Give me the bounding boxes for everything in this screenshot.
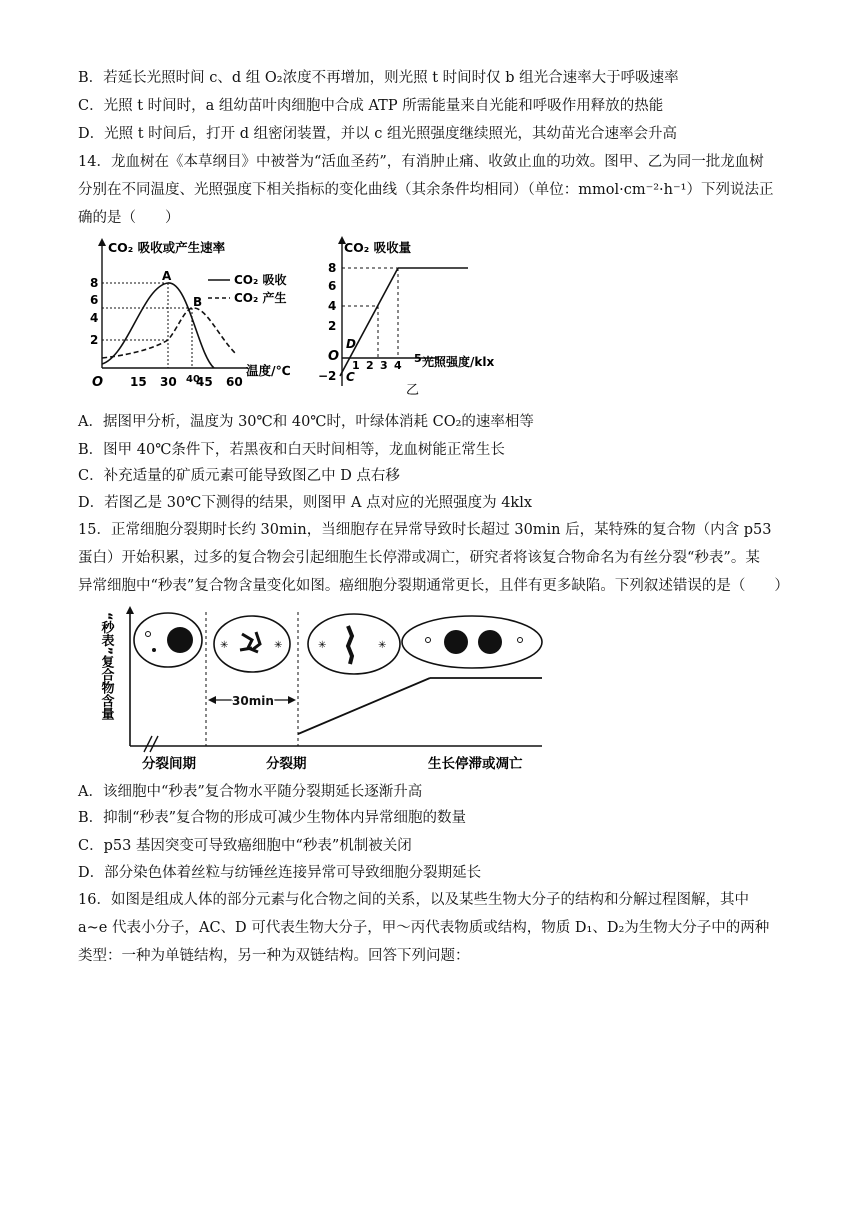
fig15-30min-label: 30min <box>232 694 274 708</box>
q14-option-c: C．补充适量的矿质元素可能导致图乙中 D 点右移 <box>78 468 400 484</box>
jia-xtick-15: 15 <box>130 375 147 389</box>
q15-option-c: C．p53 基因突变可导致癌细胞中“秒表”机制被关闭 <box>78 838 412 854</box>
q14-option-b: B．图甲 40℃条件下，若黑夜和白天时间相等，龙血树能正常生长 <box>78 442 505 458</box>
yi-y-label: CO₂ 吸收量 <box>344 240 412 255</box>
yi-xtick-2: 2 <box>366 359 374 372</box>
fig15-aster-left-2: ✳ <box>220 640 229 651</box>
q15-option-a: A．该细胞中“秒表”复合物水平随分裂期延长逐渐升高 <box>78 784 423 800</box>
yi-x-label: 光照强度/klx <box>422 355 495 369</box>
fig15-dot-1 <box>152 648 156 652</box>
jia-y-label: CO₂ 吸收或产生速率 <box>108 240 226 255</box>
figure-yi <box>318 236 518 400</box>
jia-xtick-60: 60 <box>226 375 243 389</box>
yi-ytick-6: 6 <box>328 279 337 293</box>
q16-stem-line1: 16．如图是组成人体的部分元素与化合物之间的关系，以及某些生物大分子的结构和分解过程图解，其中 <box>78 892 749 908</box>
jia-xtick-30: 30 <box>160 375 177 389</box>
jia-xtick-45: 45 <box>196 375 213 389</box>
jia-legend-absorb: CO₂ 吸收 <box>234 273 287 287</box>
yi-ytick-neg2: −2 <box>318 369 337 383</box>
yi-xtick-3: 3 <box>380 359 388 372</box>
fig15-phase-interphase: 分裂间期 <box>142 756 196 772</box>
yi-xtick-5: 5 <box>414 352 422 365</box>
fig15-chromosomes-2 <box>240 632 260 652</box>
q14-stem-line2: 分别在不同温度、光照强度下相关指标的变化曲线（其余条件均相同）（单位：mmol·cm⁻²·h⁻¹）下列说法正 <box>78 182 774 198</box>
yi-xtick-1: 1 <box>352 359 360 372</box>
jia-series-produce <box>102 308 236 358</box>
q14-option-a: A．据图甲分析，温度为 30℃和 40℃时，叶绿体消耗 CO₂的速率相等 <box>78 414 534 430</box>
fig15-aster-right-3: ✳ <box>378 640 387 651</box>
fig15-phase-arrest: 生长停滞或凋亡 <box>428 756 523 772</box>
q14-stem-line1: 14．龙血树在《本草纲目》中被誉为“活血圣药”，有消肿止痛、收敛止血的功效。图甲、乙为同一批龙血树 <box>78 154 764 170</box>
q14-stem-line3: 确的是（ ） <box>78 210 180 226</box>
jia-x-label: 温度/℃ <box>246 363 291 378</box>
fig15-series-rise <box>298 678 430 734</box>
fig15-centriole-4b <box>518 638 523 643</box>
yi-xtick-4: 4 <box>394 359 402 372</box>
fig15-aster-right-2: ✳ <box>274 640 283 651</box>
jia-origin: O <box>92 375 104 390</box>
fig15-phase-mitosis: 分裂期 <box>266 756 307 772</box>
jia-legend-produce: CO₂ 产生 <box>234 291 287 305</box>
fig15-nucleus-1 <box>167 627 193 653</box>
figure-15 <box>92 604 552 774</box>
q16-stem-line2: a~e 代表小分子，AC、D 可代表生物大分子，甲～丙代表物质或结构，物质 D₁、D₂为生物大分子中的两种 <box>78 920 770 936</box>
yi-point-c: C <box>346 370 355 384</box>
jia-xtick-40: 40 <box>186 374 200 385</box>
fig15-y-arrow <box>126 606 134 614</box>
yi-point-d: D <box>346 337 356 351</box>
q13-option-d: D．光照 t 时间后，打开 d 组密闭装置，并以 c 组光照强度继续照光，其幼苗光合速率会升高 <box>78 126 678 142</box>
q16-stem-line3: 类型：一种为单链结构，另一种为双链结构。回答下列问题： <box>78 948 470 964</box>
yi-ytick-2: 2 <box>328 319 337 333</box>
jia-ytick-2: 2 <box>90 333 99 347</box>
fig15-arrow-right <box>288 696 296 704</box>
fig15-aster-left-3: ✳ <box>318 640 327 651</box>
fig15-chromosomes-3 <box>348 626 352 664</box>
jia-ytick-6: 6 <box>90 293 99 307</box>
jia-y-arrow <box>98 238 106 246</box>
q15-option-b: B．抑制“秒表”复合物的形成可减少生物体内异常细胞的数量 <box>78 810 466 826</box>
fig15-nucleus-4b <box>478 630 502 654</box>
yi-caption: 乙 <box>406 383 420 398</box>
fig15-y-label: “秒表”复合物含量 <box>98 612 114 721</box>
fig15-arrow-left <box>208 696 216 704</box>
fig15-centriole-1 <box>146 632 151 637</box>
yi-origin: O <box>328 349 340 364</box>
jia-point-a: A <box>162 269 172 283</box>
q13-option-c: C．光照 t 时间时，a 组幼苗叶肉细胞中合成 ATP 所需能量来自光能和呼吸作用释放的热能 <box>78 98 664 114</box>
jia-ytick-8: 8 <box>90 276 99 290</box>
fig15-centriole-4a <box>426 638 431 643</box>
jia-point-b: B <box>193 295 203 309</box>
yi-ytick-4: 4 <box>328 299 337 313</box>
q15-stem-line1: 15．正常细胞分裂期时长约 30min，当细胞存在异常导致时长超过 30min 后，某特殊的复合物（内含 p53 <box>78 522 772 538</box>
q15-stem-line2: 蛋白）开始积累，过多的复合物会引起细胞生长停滞或凋亡，研究者将该复合物命名为有丝分裂“秒表”。某 <box>78 550 760 566</box>
jia-ytick-4: 4 <box>90 311 99 325</box>
q15-option-d: D．部分染色体着丝粒与纺锤丝连接异常可导致细胞分裂期延长 <box>78 865 482 881</box>
fig15-nucleus-4a <box>444 630 468 654</box>
q15-stem-line3: 异常细胞中“秒表”复合物含量变化如图。癌细胞分裂期通常更长，且伴有更多缺陷。下列叙述错误的是（ ） <box>78 578 789 594</box>
yi-ytick-8: 8 <box>328 261 337 275</box>
figure-jia <box>88 236 308 396</box>
q13-option-b: B．若延长光照时间 c、d 组 O₂浓度不再增加，则光照 t 时间时仅 b 组光合速率大于呼吸速率 <box>78 70 679 86</box>
q14-option-d: D．若图乙是 30℃下测得的结果，则图甲 A 点对应的光照强度为 4klx <box>78 495 533 511</box>
